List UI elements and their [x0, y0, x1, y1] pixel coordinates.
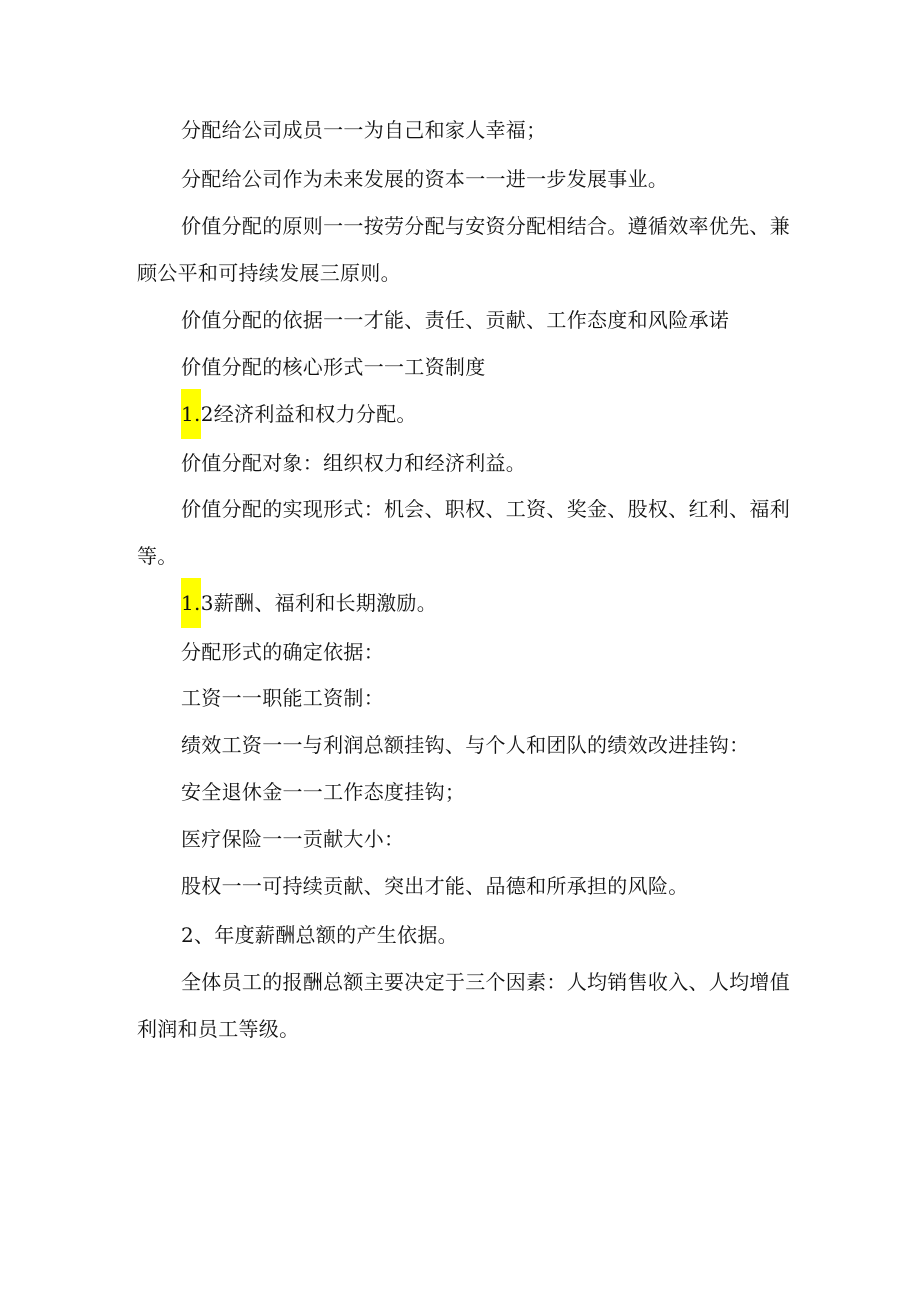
paragraph-line: 工资一一职能工资制：: [181, 686, 384, 710]
paragraph-line: 价值分配的依据一一才能、责任、贡献、工作态度和风险承诺: [181, 308, 730, 332]
section-heading-2: 2、年度薪酬总额的产生依据。: [181, 923, 458, 947]
paragraph-line: 安全退休金一一工作态度挂钩；: [181, 780, 466, 804]
section-number-highlight: 1.: [181, 578, 201, 628]
paragraph-line: 分配形式的确定依据：: [181, 640, 384, 664]
paragraph-line: 医疗保险一一贡献大小：: [181, 827, 405, 851]
paragraph-line: 价值分配的原则一一按劳分配与安资分配相结合。遵循效率优先、兼: [181, 214, 790, 238]
section-heading-1-3: [181, 591, 437, 615]
paragraph-line: 价值分配的实现形式：机会、职权、工资、奖金、股权、红利、福利: [181, 497, 790, 521]
section-number-rest: 3: [200, 591, 214, 615]
paragraph-line: 分配给公司成员一一为自己和家人幸福；: [181, 118, 547, 142]
paragraph-line: 价值分配的核心形式一一工资制度: [181, 355, 486, 379]
paragraph-line: 顾公平和可持续发展三原则。: [137, 261, 401, 285]
section-title: 经济利益和权力分配。: [213, 402, 417, 426]
paragraph-line: 全体员工的报酬总额主要决定于三个因素：人均销售收入、人均增值: [181, 970, 790, 994]
paragraph-line: 价值分配对象：组织权力和经济利益。: [181, 451, 527, 475]
paragraph-line: 分配给公司作为未来发展的资本一一进一步发展事业。: [181, 167, 669, 191]
section-heading-1-2: [181, 402, 417, 426]
paragraph-line: 股权一一可持续贡献、突出才能、品德和所承担的风险。: [181, 874, 689, 898]
paragraph-line: 绩效工资一一与利润总额挂钩、与个人和团队的绩效改进挂钩：: [181, 733, 750, 757]
section-number-rest: 2: [200, 402, 214, 426]
paragraph-line: 等。: [137, 544, 178, 568]
paragraph-line: 利润和员工等级。: [137, 1017, 300, 1041]
section-number-highlight: 1.: [181, 389, 201, 439]
section-title: 薪酬、福利和长期激励。: [213, 591, 438, 615]
